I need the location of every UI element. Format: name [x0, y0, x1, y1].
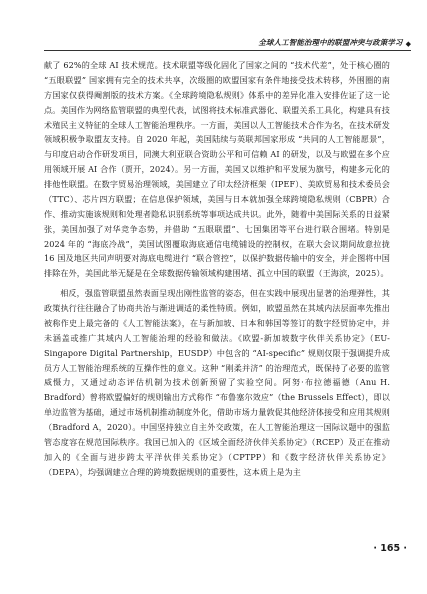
- body-text: [44, 58, 390, 480]
- diamond-icon: ◆: [405, 40, 411, 48]
- page-number: · 165 ·: [373, 543, 407, 554]
- paragraph: 献了 62%的全球 AI 技术规范。技术联盟等级化固化了国家之间的 “技术代差”，处于核心圈的 “五眼联盟” 国家拥有完全的技术共享，次级圈的欧盟国家有条件地接受技术转移，外围圈的南方国家仅获得阉割版的技术方案。《全球跨境隐私规则》体系中的差异化准入安排佐证了这一论点。美国作为网络监管联盟的典型代表，试图将技术标准武器化、联盟关系工具化，构建具有技术殖民主义特征的全球人工智能治理秩序。一方面，美国以人工智能技术合作为名，在技术研发领域积极争取盟友支持。自 2020 年起，美国陆续与英联邦国家形成 “共同的人工智能愿景”，与印度启动合作研发项目，同澳大利亚联合资助公平和可信赖 AI 的研发，以及与欧盟在多个应用领域开展 AI 合作（贾开，2024）。另一方面，美国又以维护和平发展为旗号，构建多元化的排他性联盟。在数字贸易治理领域，美国建立了印太经济框架（IPEF）、美欧贸易和技术委员会（TTC）、芯片四方联盟；在信息保护领域，美国与日本就加强全球跨境隐私规则（CBPR）合作、推动实施该规则和处理者隐私识别系统等事项达成共识。此外，随着中美国际关系的日益紧张，美国加强了对华竞争态势，并借助 “五眼联盟”、七国集团等平台进行联合围堵。特别是 2024 年的 “海底冷战”，美国试图覆取海底通信电缆铺设的控制权，在联大会议期间故意拉拢 16 国及地区共同声明要对海底电缆进行 “联合管控”，以保护数据传输中的安全，并企图将中国排除在外，美国此举无疑是在全球数据传输领域构建围堵、孤立中国的联盟（王海滨，2025）。: [44, 60, 390, 279]
- paragraph: 相反，强监管联盟虽然表面呈现出刚性监管的姿态，但在实践中展现出显著的治理弹性，其政策执行往往融合了协商共治与渐进调适的柔性特质。例如，欧盟虽然在其域内法层面率先推出被称作史上最完备的《人工智能法案》，在与新加坡、日本和韩国等签订的数字经贸协定中，并未涵盖或推广其域内人工智能治理的经验和做法。《欧盟-新加坡数字伙伴关系协定》（EU-Singapore Digital Partnership，EUSDP）中包含的 “AI-specific” 规则仅限于强调提升成员方人工智能治理系统的互操作性的意义。这种 “刚柔并济” 的治理范式，既保持了必要的监管威慑力，又通过动态评估机制为技术创新预留了实验空间。阿努·布拉德福德（Anu H. Bradford）曾将欧盟偏好的规则输出方式称作 “布鲁塞尔效应”（the Brussels Effect），即以单边监管为基础，通过市场机制推动制度外化，借助市场力量敦促其他经济体接受和应用其规则（Bradford A，2020）。中国坚持独立自主外交政策，在人工智能治理这一国际议题中的强监管态度容在规范国际秩序。我国已加入的《区域全面经济伙伴关系协定》（RCEP）及正在推动加入的《全面与进步跨太平洋伙伴关系协定》（CPTPP）和《数字经济伙伴关系协定》（DEPA），均强调建立合理的跨境数据规则的重要性，这本质上是为主: [44, 288, 390, 477]
- running-header: [44, 36, 411, 51]
- running-header-title: 全球人工智能治理中的联盟冲突与政策学习: [258, 38, 403, 47]
